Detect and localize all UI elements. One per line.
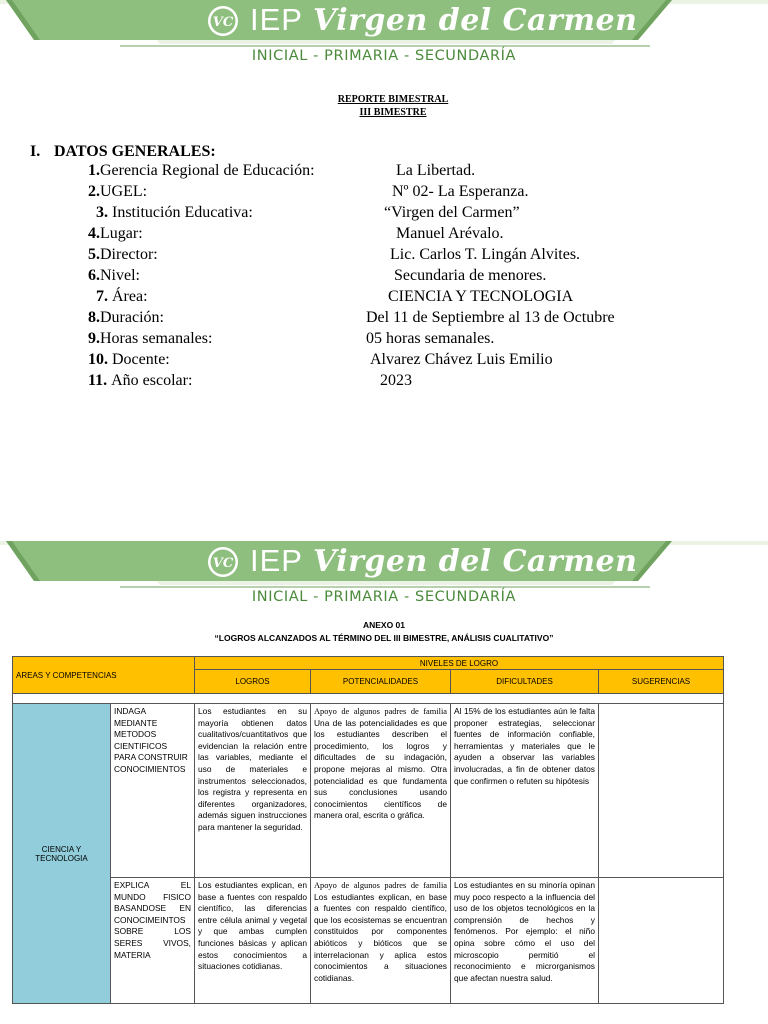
general-data-item [88, 162, 315, 180]
item-number: 8. [88, 309, 100, 326]
item-number: 10. [88, 351, 108, 368]
item-label: Gerencia Regional de Educación: [100, 162, 315, 179]
spacer-row [13, 694, 724, 704]
item-value: Lic. Carlos T. Lingán Alvites. [390, 246, 581, 263]
item-label: Horas semanales: [100, 330, 213, 347]
col-potencialidades: POTENCIALIDADES [311, 670, 451, 694]
item-number: 9. [88, 330, 100, 347]
annex-title: “LOGROS ALCANZADOS AL TÉRMINO DEL III BIMESTRE, ANÁLISIS CUALITATIVO” [214, 633, 554, 643]
sugerencias-cell [599, 704, 724, 878]
item-label: Nivel: [100, 267, 140, 284]
sugerencias-cell [599, 878, 724, 1004]
general-data-item [88, 372, 192, 390]
general-data-item [96, 204, 253, 222]
school-banner-annex [0, 541, 768, 613]
col-logros: LOGROS [195, 670, 311, 694]
logros-cell: Los estudiantes explican, en base a fuentes con respaldo científico, las diferencias entre célula animal y vegetal y que ambas cumplen funciones básicas y aplican estos conocimientos a situaciones cotidianas. [195, 878, 311, 1004]
item-number: 3. [96, 204, 108, 221]
item-number: 2. [88, 183, 100, 200]
report-title: REPORTE BIMESTRAL [337, 94, 449, 105]
item-label: Lugar: [100, 225, 143, 242]
col-dificultades: DIFICULTADES [451, 670, 599, 694]
general-data-item [88, 309, 164, 327]
competency-cell: EXPLICA EL MUNDO FISICO BASANDOSE EN CONOCIMEINTOS SOBRE LOS SERES VIVOS, MATERIA [111, 878, 195, 1004]
general-data-item [88, 225, 143, 243]
general-data-item [88, 330, 212, 348]
item-value: La Libertad. [396, 162, 476, 179]
school-name: IEP Virgen del Carmen [250, 543, 638, 579]
report-subtitle: III BIMESTRE [359, 107, 427, 118]
item-label: Duración: [100, 309, 164, 326]
item-label: UGEL: [100, 183, 148, 200]
item-number: 11. [88, 372, 108, 389]
dificultades-cell: Al 15% de los estudiantes aún le falta proponer estrategias, seleccionar fuentes de información confiable, herramientas y materiales que le ayuden a observar las variables involucradas, a fin de obtener datos que confirmen o refuten su hipótesis [451, 704, 599, 878]
item-number: 7. [96, 288, 108, 305]
item-value: Del 11 de Septiembre al 13 de Octubre [366, 309, 615, 326]
item-number: 4. [88, 225, 100, 242]
item-value: Alvarez Chávez Luis Emilio [370, 351, 553, 368]
school-levels: INICIAL - PRIMARIA - SECUNDARÍA [251, 589, 517, 605]
item-number: 6. [88, 267, 100, 284]
school-banner-top [0, 0, 768, 72]
item-value: 05 horas semanales. [366, 330, 495, 347]
logros-cell: Los estudiantes en su mayoría obtienen datos cualitativos/cuantitativos que evidencian la relación entre las variables, mediante el uso de materiales e instrumentos seleccionados, los registra y representa en diferentes organizadores, además siguen instrucciones para mantener la seguridad. [195, 704, 311, 878]
general-data-item [96, 288, 148, 306]
general-data-item [88, 183, 147, 201]
item-label: Institución Educativa: [112, 204, 253, 221]
item-value: Manuel Arévalo. [396, 225, 504, 242]
potencialidades-cell: Apoyo de algunos padres de familia Una de las potencialidades es que los estudiantes describen el procedimiento, los logros y dificultades de su indagación, propone mejoras al mismo. Otra potencialidad es que fundamenta sus conclusiones usando conocimientos científicos de manera oral, escrita o gráfica. [311, 704, 451, 878]
levels-header: NIVELES DE LOGRO [195, 657, 724, 670]
svg-text:VC: VC [212, 15, 234, 30]
general-data-item [88, 246, 158, 264]
item-value: 2023 [380, 372, 412, 389]
item-label: Director: [100, 246, 158, 263]
school-logo-icon [206, 545, 240, 579]
item-value: Secundaria de menores. [394, 267, 547, 284]
school-name: IEP Virgen del Carmen [250, 2, 638, 38]
item-value: CIENCIA Y TECNOLOGIA [388, 288, 574, 305]
school-logo-icon [206, 4, 240, 38]
area-cell: CIENCIA Y TECNOLOGIA [13, 704, 111, 1004]
item-value: “Virgen del Carmen” [384, 204, 520, 221]
dificultades-cell: Los estudiantes en su minoría opinan muy poco respecto a la influencia del uso de los objetos tecnológicos en la comprensión de hechos y fenómenos. Por ejemplo: el niño opina sobre cómo el uso del microscopio permitió el reconocimiento e microrganismos que afectan nuestra salud. [451, 878, 599, 1004]
item-number: 5. [88, 246, 100, 263]
section-heading: I. DATOS GENERALES: [30, 143, 216, 160]
areas-header: AREAS Y COMPETENCIAS [13, 657, 195, 694]
col-sugerencias: SUGERENCIAS [599, 670, 724, 694]
item-label: Año escolar: [111, 372, 193, 389]
item-label: Área: [112, 288, 148, 305]
competency-cell: INDAGA MEDIANTE METODOS CIENTIFICOS PARA CONSTRUIR CONOCIMIENTOS [111, 704, 195, 878]
item-label: Docente: [112, 351, 170, 368]
potencialidades-cell: Apoyo de algunos padres de familia Los estudiantes explican, en base a fuentes con respaldo científico, que los ecosistemas se encuentran constituidos por componentes abióticos y bióticos que se interrelacionan y aplica estos conocimientos a situaciones cotidianas. [311, 878, 451, 1004]
general-data-item [88, 351, 170, 369]
achievements-table [12, 656, 724, 1004]
item-number: 1. [88, 162, 100, 179]
general-data-item [88, 267, 140, 285]
item-value: Nº 02- La Esperanza. [392, 183, 529, 200]
school-levels: INICIAL - PRIMARIA - SECUNDARÍA [251, 48, 517, 64]
annex-label: ANEXO 01 [362, 620, 406, 630]
svg-text:VC: VC [212, 556, 234, 571]
